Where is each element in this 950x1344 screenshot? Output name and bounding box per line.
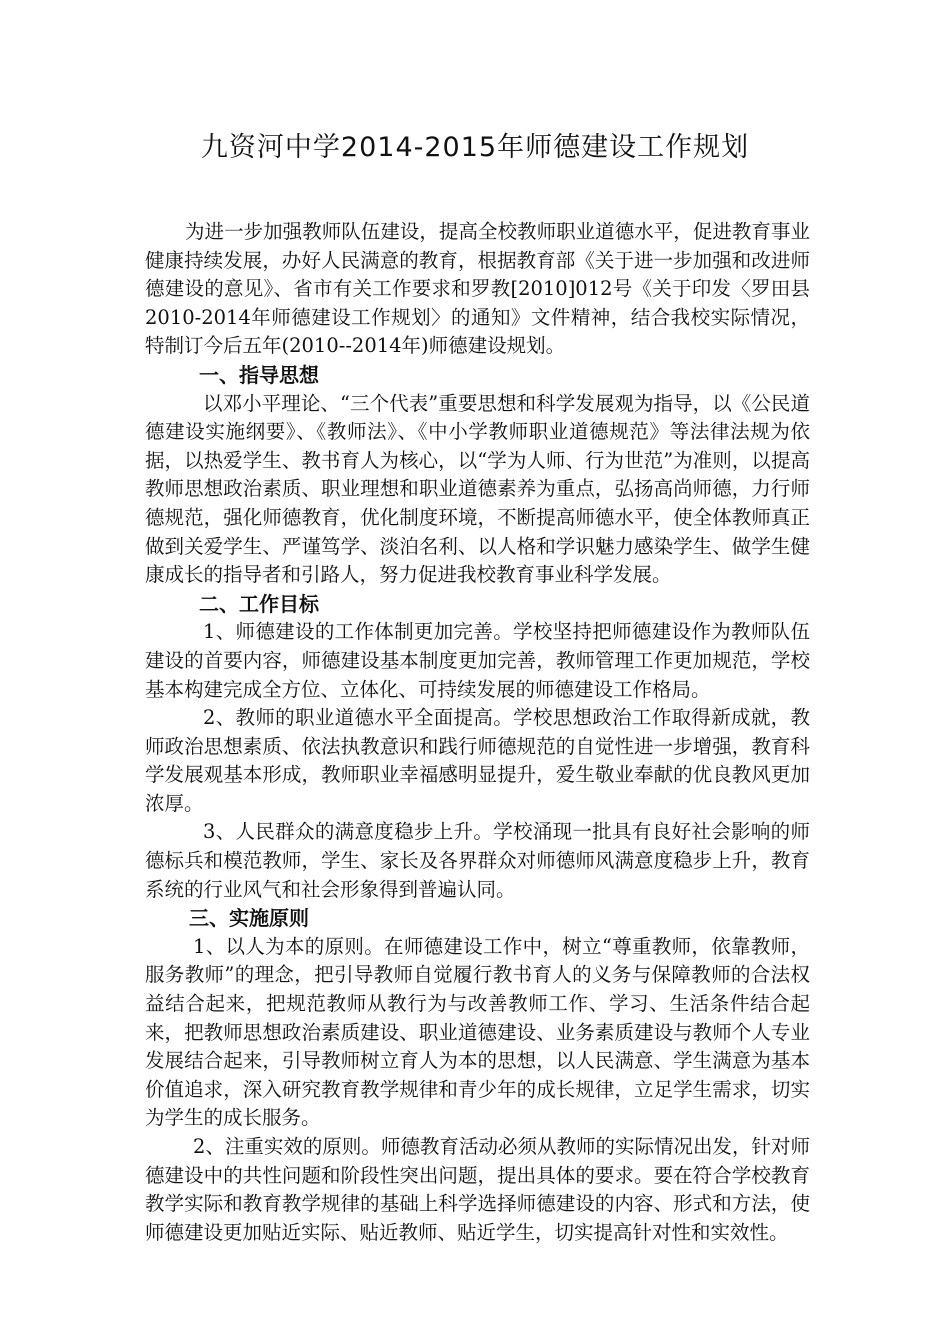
intro-paragraph: 为进一步加强教师队伍建设，提高全校教师职业道德水平，促进教育事业健康持续发展，办好人民满意的教育，根据教育部《关于进一步加强和改进师德建设的意见》、省市有关工作要求和罗教[2010]012号《关于印发〈罗田县2010-2014年师德建设工作规划〉的通知》文件精神，结合我校实际情况，特制订今后五年(2010--2014年)师德建设规划。	[145, 220, 810, 358]
section-heading-guiding-ideology: 一、指导思想	[199, 362, 319, 387]
section-paragraph: 2、教师的职业道德水平全面提高。学校思想政治工作取得新成就，教师政治思想素质、依法执教意识和践行师德规范的自觉性进一步增强，教育科学发展观基本形成，教师职业幸福感明显提升，爱生敬业奉献的优良教风更加浓厚。	[145, 706, 810, 815]
section-paragraph: 以邓小平理论、“三个代表”重要思想和科学发展观为指导，以《公民道德建设实施纲要》、《教师法》、《中小学教师职业道德规范》等法律法规为依据，以热爱学生、教书育人为核心，以“学为人师、行为世范”为准则，以提高教师思想政治素质、职业理想和职业道德素养为重点，弘扬高尚师德，力行师德规范，强化师德教育，优化制度环境，不断提高师德水平，使全体教师真正做到关爱学生、严谨笃学、淡泊名利、以人格和学识魅力感染学生、做学生健康成长的指导者和引路人，努力促进我校教育事业科学发展。	[145, 391, 810, 587]
section-paragraph: 1、以人为本的原则。在师德建设工作中，树立“尊重教师，依靠教师，服务教师”的理念，把引导教师自觉履行教书育人的义务与保障教师的合法权益结合起来，把规范教师从教行为与改善教师工作、学习、生活条件结合起来，把教师思想政治素质建设、职业道德建设、业务素质建设与教师个人专业发展结合起来，引导教师树立育人为本的思想，以人民满意、学生满意为基本价值追求，深入研究教育教学规律和青少年的成长规律，立足学生需求，切实为学生的成长服务。	[145, 934, 810, 1130]
section-paragraph: 3、人民群众的满意度稳步上升。学校涌现一批具有良好社会影响的师德标兵和模范教师，学生、家长及各界群众对师德师风满意度稳步上升，教育系统的行业风气和社会形象得到普遍认同。	[145, 820, 810, 901]
section-heading-work-goals: 二、工作目标	[199, 591, 319, 616]
document-title: 九资河中学2014-2015年师德建设工作规划	[200, 132, 750, 163]
section-heading-implementation-principles: 三、实施原则	[189, 906, 309, 931]
section-paragraph: 1、师德建设的工作体制更加完善。学校坚持把师德建设作为教师队伍建设的首要内容，师德建设基本制度更加完善，教师管理工作更加规范，学校基本构建完成全方位、立体化、可持续发展的师德建设工作格局。	[145, 620, 810, 701]
document-body	[145, 218, 810, 1247]
section-paragraph: 2、注重实效的原则。师德教育活动必须从教师的实际情况出发，针对师德建设中的共性问题和阶段性突出问题，提出具体的要求。要在符合学校教育教学实际和教育教学规律的基础上科学选择师德建设的内容、形式和方法，使师德建设更加贴近实际、贴近教师、贴近学生，切实提高针对性和实效性。	[145, 1135, 810, 1244]
